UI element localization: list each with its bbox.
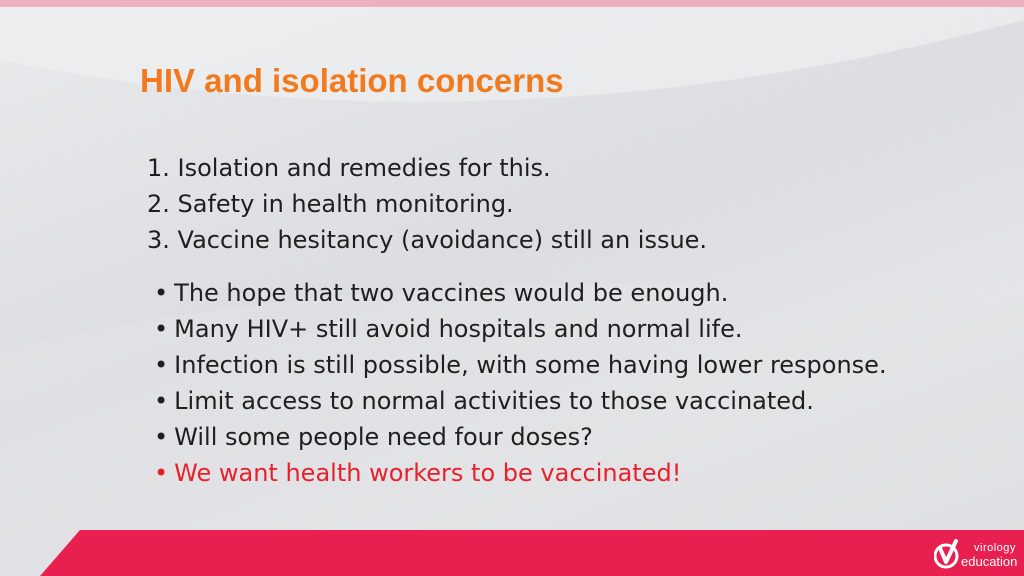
virology-education-logo-icon (934, 538, 964, 570)
bullet-dot: • (154, 351, 169, 379)
numbered-item: 2. Safety in health monitoring. (147, 190, 514, 218)
bullet-text: Limit access to normal activities to those vaccinated. (174, 387, 814, 415)
bullet-text: Will some people need four doses? (174, 423, 593, 451)
virology-education-logo (934, 536, 1020, 572)
bullet-list (154, 275, 887, 491)
bullet-text: We want health workers to be vaccinated! (174, 459, 682, 487)
slide-title: HIV and isolation concerns (140, 62, 564, 99)
bullet-text: The hope that two vaccines would be enough. (174, 279, 729, 307)
logo-text-education: education (961, 554, 1018, 569)
numbered-item: 1. Isolation and remedies for this. (147, 154, 551, 182)
bullet-item (154, 347, 887, 383)
bullet-dot: • (154, 459, 169, 487)
numbered-list (147, 150, 707, 258)
bullet-item (154, 383, 887, 419)
bullet-text: Infection is still possible, with some having lower response. (174, 351, 887, 379)
bullet-item (154, 311, 887, 347)
bullet-dot: • (154, 423, 169, 451)
logo-text-virology: virology (974, 542, 1016, 554)
bullet-item (154, 419, 887, 455)
bullet-dot: • (154, 315, 169, 343)
bullet-item (154, 275, 887, 311)
numbered-item: 3. Vaccine hesitancy (avoidance) still an issue. (147, 226, 708, 254)
footer-band (0, 530, 1024, 576)
bullet-item-highlight (154, 455, 887, 491)
bullet-dot: • (154, 279, 169, 307)
bullet-dot: • (154, 387, 169, 415)
bullet-text: Many HIV+ still avoid hospitals and normal life. (174, 315, 743, 343)
